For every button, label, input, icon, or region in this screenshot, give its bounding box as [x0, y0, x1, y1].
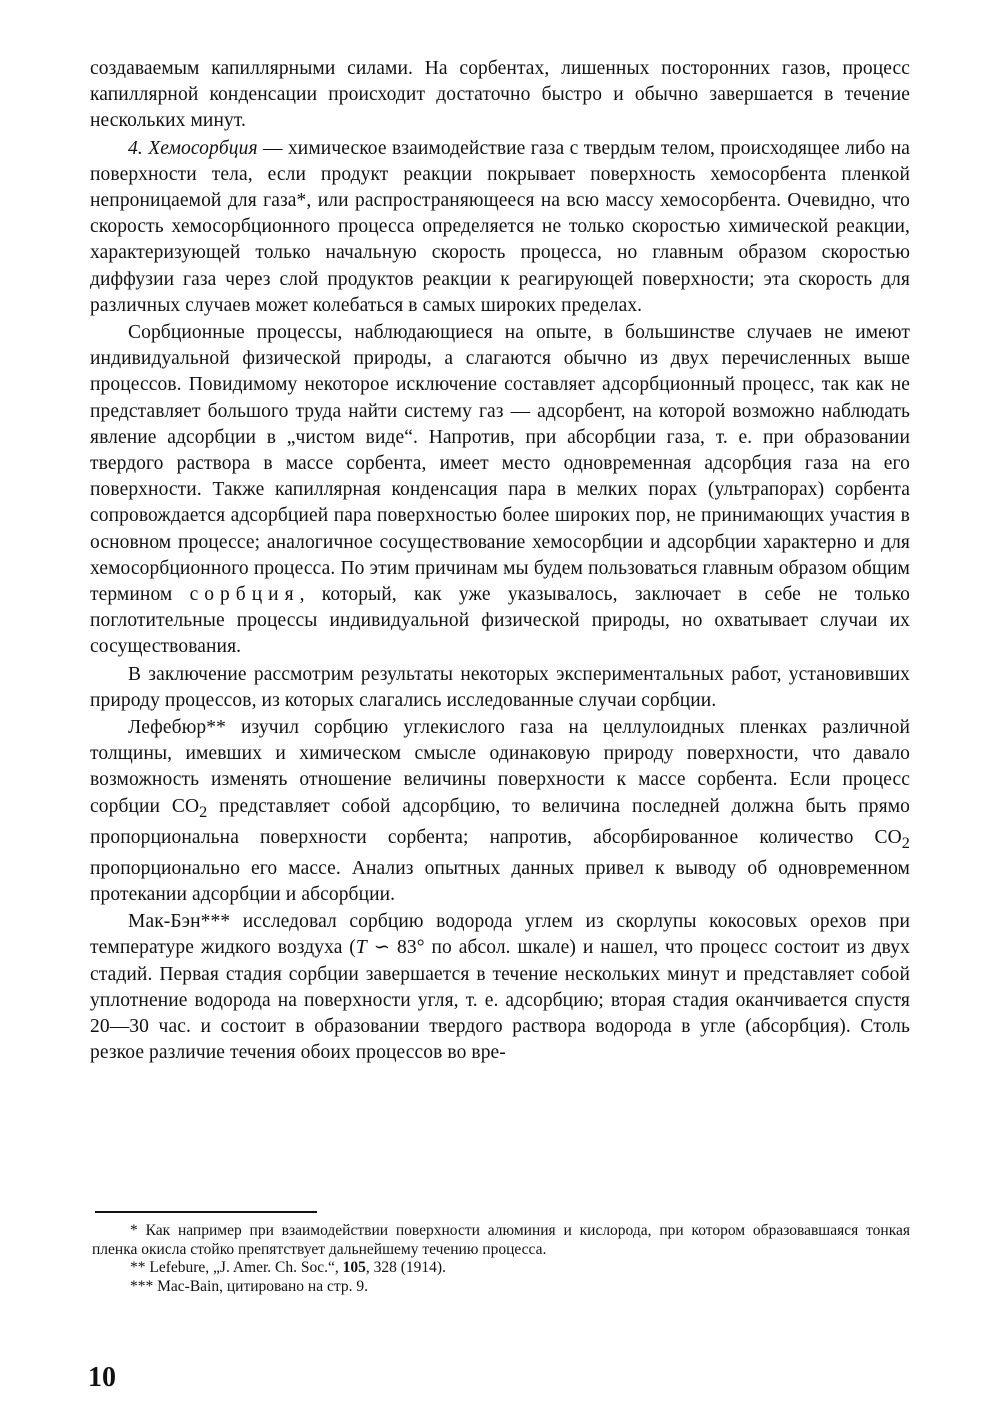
- journal-volume: 105: [342, 1259, 366, 1276]
- paragraph-chemisorption: 4. Хемосорбция — химическое взаимодействие газа с твердым телом, происходящее либо на поверхности тела, если продукт реакции покрывает поверхность хемосорбента пленкой непроницаемой для газа*, или распространяющееся на всю массу хемосорбента. Очевидно, что скорость хемосорбционного процесса определяется не только скоростью химической реакции, характеризующей только начальную скорость процесса, но главным образом скоростью диффузии газа через слой продуктов реакции к реагирующей поверхности; эта скорость для различных случаев может колебаться в самых широких пределах.: [90, 137, 910, 316]
- item-number: 4.: [128, 137, 143, 159]
- footnote-divider: [95, 1211, 317, 1213]
- paragraph-lefebure: Лефебюр** изучил сорбцию углекислого газа на целлулоидных пленках различной толщины, имевших и химическом смысле одинаковую природу поверхности, что давало возможность изменять отношение величины поверхности к массе сорбента. Если процесс сорбции $CO_2$ представляет собой адсорбцию, то величина последней должна быть прямо пропорциональна поверхности сорбента; напротив, абсорбированное количество $CO_2$ пропорционально его массе. Анализ опытных данных привел к выводу об одновременном протекании адсорбции и абсорбции.: [90, 717, 910, 906]
- paragraph-mcbain: Мак-Бэн*** исследовал сорбцию водорода углем из скорлупы кокосовых орехов при температуре жидкого воздуха (T ∽ 83° по абсол. шкале) и нашел, что процесс состоит из двух стадий. Первая стадия сорбции завершается в течение нескольких минут и представляет собой уплотнение водорода на поверхности угля, т. е. адсорбцию; вторая стадия оканчивается спустя 20—30 час. и состоит в образовании твердого раствора водорода в угле (абсорбция). Столь резкое различие течения обоих процессов во вре-: [90, 911, 911, 1064]
- term-chemisorption: Хемосорбция: [148, 137, 258, 159]
- paragraph-capillary-end: создаваемым капиллярными силами. На сорбентах, лишенных посторонних газов, процесс капиллярной конденсации происходит достаточно быстро и обычно завершается в течение нескольких минут.: [90, 58, 910, 132]
- footnote-3: *** Mac-Bain, цитировано на стр. 9.: [130, 1277, 368, 1295]
- page-number: 10: [88, 1362, 116, 1393]
- main-text: [90, 56, 910, 1067]
- paragraph-conclusion: В заключение рассмотрим результаты некоторых экспериментальных работ, установивших природу процессов, из которых слагались исследованные случаи сорбции.: [90, 663, 910, 711]
- term-sorption: сорбция: [189, 584, 300, 606]
- footnote-1: * Как например при взаимодействии поверхности алюминия и кислорода, при котором образовавшаяся тонкая пленка окисла стойко препятствует дальнейшему течению процесса.: [92, 1222, 910, 1258]
- temperature-symbol: T: [355, 937, 367, 959]
- footnote-2: ** Lefebure, „J. Amer. Ch. Soc.“, 105, 328 (1914).: [130, 1259, 446, 1276]
- paragraph-sorption-processes: Сорбционные процессы, наблюдающиеся на опыте, в большинстве случаев не имеют индивидуальной физической природы, а слагаются обычно из двух перечисленных выше процессов. Повидимому некоторое исключение составляет адсорбционный процесс, так как не представляет большого труда найти систему газ — адсорбент, на которой возможно наблюдать явление адсорбции в „чистом виде“. Напротив, при абсорбции газа, т. е. при образовании твердого раствора в массе сорбента, имеет место одновременная адсорбция газа на его поверхности. Также капиллярная конденсация пара в мелких порах (ультрапорах) сорбента сопровождается адсорбцией пара поверхностью более широких пор, не принимающих участия в основном процессе; аналогичное сосуществование хемосорбции и адсорбции характерно и для хемосорбционного процесса. По этим причинам мы будем пользоваться главным образом общим термином сорбция, который, как уже указывалось, заключает в себе не только поглотительные процессы индивидуальной физической природы, но охватывает случаи их сосуществования.: [90, 322, 910, 658]
- footnotes: [92, 1222, 910, 1296]
